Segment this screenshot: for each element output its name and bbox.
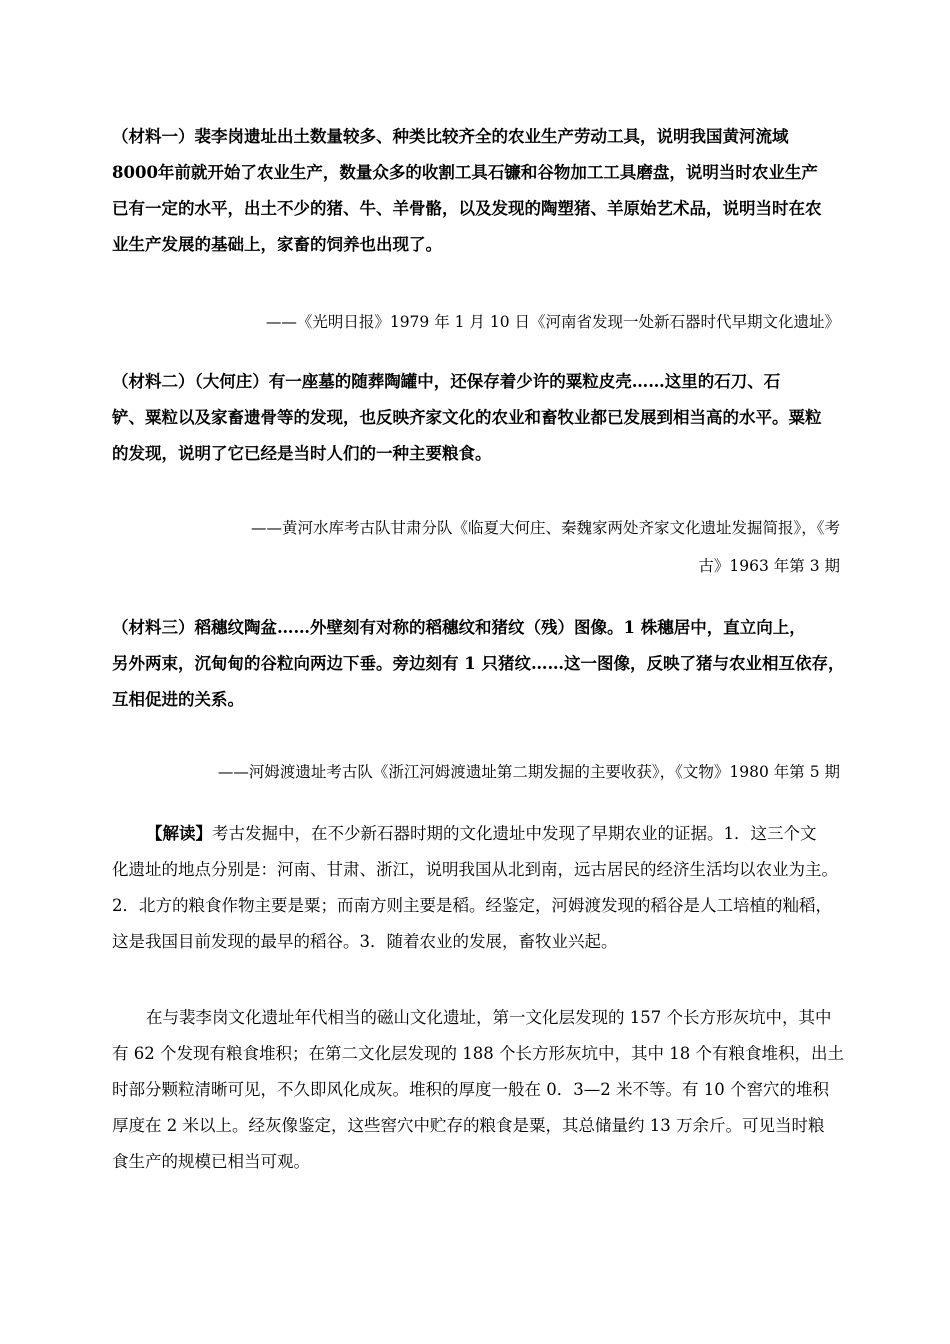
closing-line: 食生产的规模已相当可观。 (112, 1152, 310, 1171)
material-3-line: 互相促进的关系。 (112, 690, 244, 709)
material-1-paragraph (112, 119, 842, 263)
material-3-paragraph (112, 610, 845, 718)
material-1-line: 8000年前就开始了农业生产，数量众多的收割工具石镰和谷物加工工具磨盘，说明当时农业生产 (112, 163, 818, 182)
closing-line: 在与裴李岗文化遗址年代相当的磁山文化遗址，第一文化层发现的 157 个长方形灰坑中，其中 (146, 1008, 832, 1027)
material-1-line: 已有一定的水平，出土不少的猪、牛、羊骨骼，以及发现的陶塑猪、羊原始艺术品，说明当时在农 (112, 199, 822, 218)
interpretation-first-line (112, 816, 842, 852)
interpretation-line: 这是我国目前发现的最早的稻谷。3．随着农业的发展，畜牧业兴起。 (112, 932, 618, 951)
material-2-source-line-2: 古》1963 年第 3 期 (698, 557, 840, 575)
closing-paragraph (112, 1000, 842, 1180)
material-2-paragraph (112, 364, 842, 472)
closing-line: 有 62 个发现有粮食堆积；在第二文化层发现的 188 个长方形灰坑中，其中 18 个有粮食堆积，出土 (112, 1044, 844, 1063)
interpretation-paragraph (112, 816, 842, 960)
closing-line: 时部分颗粒清晰可见，不久即风化成灰。堆积的厚度一般在 0．3—2 米不等。有 10 个窖穴的堆积 (112, 1080, 829, 1099)
material-2-source-line-1: ——黄河水库考古队甘肃分队《临夏大何庄、秦魏家两处齐家文化遗址发掘简报》，《考 (250, 519, 840, 537)
material-3-line: 另外两束，沉甸甸的谷粒向两边下垂。旁边刻有 1 只猪纹……这一图像，反映了猪与农业相互依存， (112, 654, 845, 673)
material-2-line: 的发现，说明了它已经是当时人们的一种主要粮食。 (112, 444, 492, 463)
material-2-line: （材料二）（大何庄）有一座墓的随葬陶罐中，还保存着少许的粟粒皮壳……这里的石刀、石 (112, 372, 781, 391)
interpretation-text: 考古发掘中，在不少新石器时期的文化遗址中发现了早期农业的证据。1．这三个文 (212, 824, 817, 843)
closing-line: 厚度在 2 米以上。经灰像鉴定，这些窖穴中贮存的粮食是粟，其总储量约 13 万余斤。可见当时粮 (112, 1116, 825, 1135)
material-1-line: （材料一）裴李岗遗址出土数量较多、种类比较齐全的农业生产劳动工具，说明我国黄河流域 (112, 127, 789, 146)
material-1-line: 业生产发展的基础上，家畜的饲养也出现了。 (112, 235, 442, 254)
interpretation-line: 2．北方的粮食作物主要是粟；而南方则主要是稻。经鉴定，河姆渡发现的稻谷是人工培植的籼稻， (112, 896, 832, 915)
material-1-source: ——《光明日报》1979 年 1 月 10 日《河南省发现一处新石器时代早期文化遗址》 (265, 313, 840, 331)
material-2-line: 铲、粟粒以及家畜遗骨等的发现，也反映齐家文化的农业和畜牧业都已发展到相当高的水平。粟粒 (112, 408, 822, 427)
material-3-line: （材料三）稻穗纹陶盆……外壁刻有对称的稻穗纹和猪纹（残）图像。1 株穗居中，直立向上， (112, 618, 806, 637)
material-3-source: ——河姆渡遗址考古队《浙江河姆渡遗址第二期发掘的主要收获》，《文物》1980 年第 5 期 (217, 763, 840, 781)
interpretation-line: 化遗址的地点分别是：河南、甘肃、浙江，说明我国从北到南，远古居民的经济生活均以农业为主。 (112, 860, 838, 879)
interpretation-label: 【解读】 (146, 824, 212, 843)
